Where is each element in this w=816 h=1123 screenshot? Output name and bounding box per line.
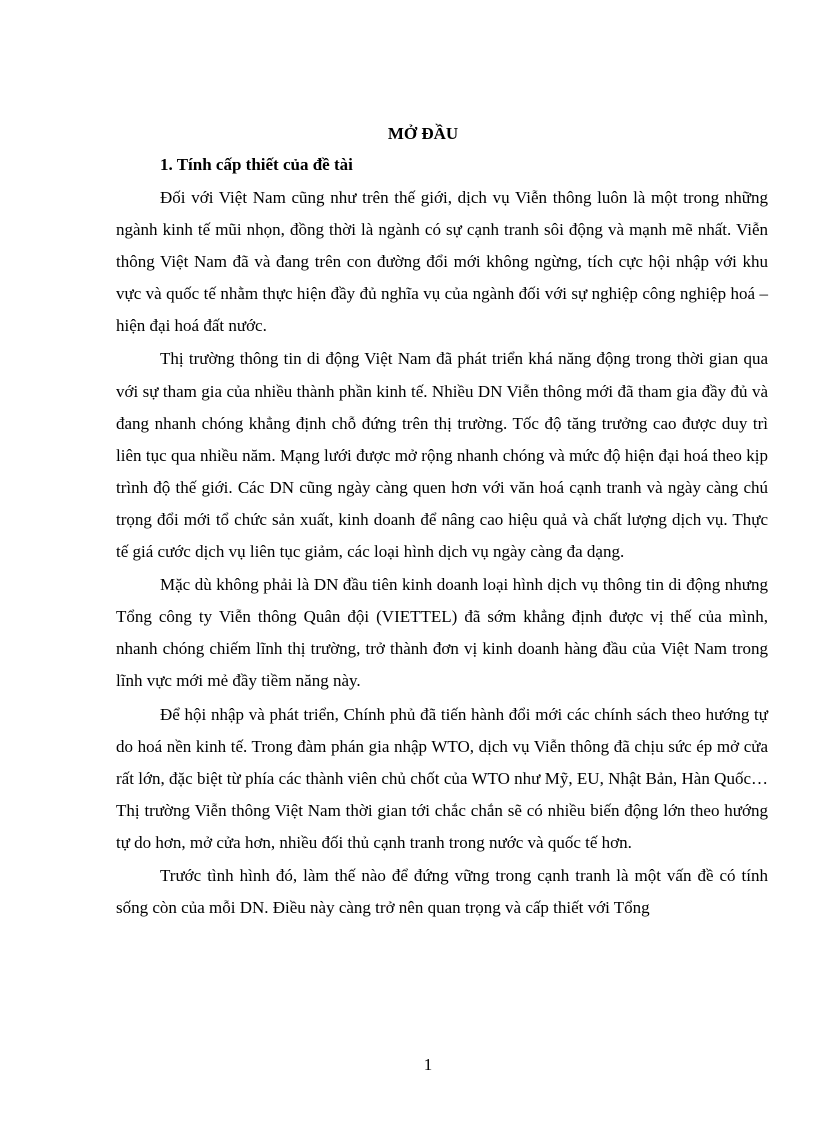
paragraph-5: Trước tình hình đó, làm thế nào để đứng vững trong cạnh tranh là một vấn đề có tính sống còn của mỗi DN. Điều này càng trở nên quan trọng và cấp thiết với Tổng <box>116 865 768 918</box>
paragraph-1: Đối với Việt Nam cũng như trên thế giới, dịch vụ Viễn thông luôn là một trong những ngành kinh tế mũi nhọn, đồng thời là ngành có sự cạnh tranh sôi động và mạnh mẽ nhất. Viễn thông Việt Nam đã và đang trên con đường đổi mới không ngừng, tích cực hội nhập với khu vực và quốc tế nhằm thực hiện đầy đủ nghĩa vụ của ngành đối với sự nghiệp công nghiệp hoá – hiện đại hoá đất nước. <box>116 188 768 336</box>
page-number: 1 <box>423 1055 433 1074</box>
document-title: MỞ ĐẦU <box>387 124 459 143</box>
paragraph-4: Để hội nhập và phát triển, Chính phủ đã tiến hành đổi mới các chính sách theo hướng tự do hoá nền kinh tế. Trong đàm phán gia nhập WTO, dịch vụ Viễn thông đã chịu sức ép mở cửa rất lớn, đặc biệt từ phía các thành viên chủ chốt của WTO như Mỹ, EU, Nhật Bản, Hàn Quốc…Thị trường Viễn thông Việt Nam thời gian tới chắc chắn sẽ có nhiều biến động lớn theo hướng tự do hơn, mở cửa hơn, nhiều đối thủ cạnh tranh trong nước và quốc tế hơn. <box>116 704 768 852</box>
section-heading: 1. Tính cấp thiết của đề tài <box>160 155 353 174</box>
body-text <box>116 182 768 925</box>
paragraph-2: Thị trường thông tin di động Việt Nam đã phát triển khá năng động trong thời gian qua với sự tham gia của nhiều thành phần kinh tế. Nhiều DN Viễn thông mới đã tham gia đầy đủ và đang nhanh chóng khẳng định chỗ đứng trên thị trường. Tốc độ tăng trưởng cao được duy trì liên tục qua nhiều năm. Mạng lưới được mở rộng nhanh chóng và mức độ hiện đại hoá theo kịp trình độ thế giới. Các DN cũng ngày càng quen hơn với văn hoá cạnh tranh và ngày càng chú trọng đổi mới tổ chức sản xuất, kinh doanh để nâng cao hiệu quả và chất lượng dịch vụ. Thực tế giá cước dịch vụ liên tục giảm, các loại hình dịch vụ ngày càng đa dạng. <box>116 349 768 562</box>
paragraph-3: Mặc dù không phải là DN đầu tiên kinh doanh loại hình dịch vụ thông tin di động nhưng Tổng công ty Viễn thông Quân đội (VIETTEL) đã sớm khẳng định được vị thế của mình, nhanh chóng chiếm lĩnh thị trường, trở thành đơn vị kinh doanh hàng đầu của Việt Nam trong lĩnh vực mới mẻ đầy tiềm năng này. <box>116 575 768 691</box>
